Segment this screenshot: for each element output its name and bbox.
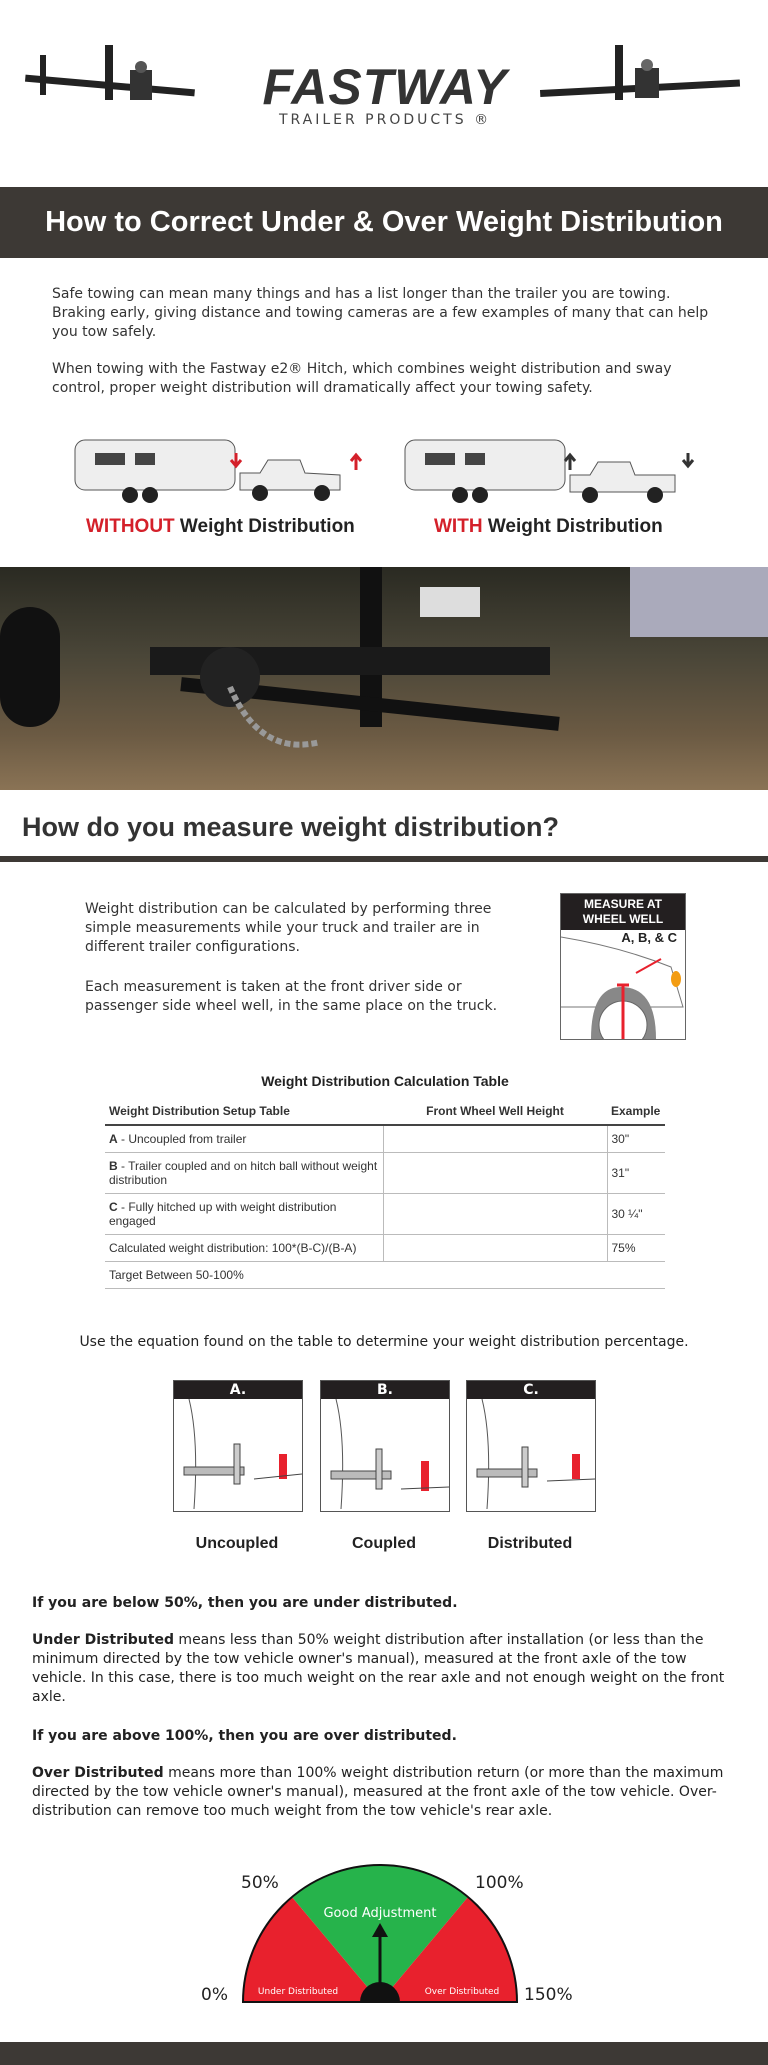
example-cell: 31" bbox=[607, 1153, 665, 1194]
gauge-label-150: 150% bbox=[524, 1985, 573, 2005]
caption-with: WITH bbox=[434, 516, 483, 537]
footer-bar bbox=[0, 2042, 768, 2065]
gauge-label-0: 0% bbox=[201, 1985, 228, 2005]
table-header bbox=[105, 1098, 665, 1125]
diagram-coupled bbox=[320, 1380, 450, 1512]
page-title: How to Correct Under & Over Weight Distribution bbox=[0, 187, 768, 258]
diagram-label: Uncoupled bbox=[195, 1535, 279, 1552]
calc-label: Calculated weight distribution: 100*(B-C)/(B-A) bbox=[105, 1235, 383, 1262]
table-row bbox=[105, 1235, 665, 1262]
diagram-label: Distributed bbox=[487, 1535, 573, 1552]
under-text: means less than 50% weight distribution after installation (or less than the minimum directed by the tow vehicle owner's manual), measured at the front axle of the tow vehicle. In this case, there is too much weight on the rear axle and not enough weight on the front axle. bbox=[32, 1632, 725, 1705]
hitch-diagram-icon bbox=[321, 1399, 449, 1509]
table-row bbox=[105, 1153, 665, 1194]
row-label bbox=[105, 1125, 383, 1153]
diagram-letter: C. bbox=[467, 1381, 595, 1399]
under-heading: If you are below 50%, then you are under distributed. bbox=[32, 1595, 458, 1611]
row-key: B bbox=[109, 1159, 118, 1173]
measure-paragraph-2: Each measurement is taken at the front driver side or passenger side wheel well, in the same place on the truck. bbox=[85, 979, 498, 1014]
with-wd-illustration bbox=[400, 435, 700, 510]
caption-with-rest: Weight Distribution bbox=[482, 516, 663, 537]
wheel-well-diagram bbox=[560, 893, 686, 1040]
example-cell: 75% bbox=[607, 1235, 665, 1262]
gauge-over-label: Over Distributed bbox=[424, 1987, 500, 1997]
row-label bbox=[105, 1194, 383, 1235]
without-wd-caption bbox=[86, 516, 355, 538]
col-header-height: Front Wheel Well Height bbox=[383, 1098, 607, 1125]
gauge-label-50: 50% bbox=[241, 1873, 279, 1893]
diagram-letter: A. bbox=[174, 1381, 302, 1399]
col-header-example: Example bbox=[607, 1098, 665, 1125]
wheel-well-title: MEASURE AT WHEEL WELL bbox=[561, 894, 685, 930]
over-paragraph bbox=[32, 1764, 732, 1821]
table-row bbox=[105, 1125, 665, 1153]
over-term: Over Distributed bbox=[32, 1765, 164, 1781]
section-divider bbox=[0, 856, 768, 862]
row-key: A bbox=[109, 1132, 118, 1146]
hitch-diagram-icon bbox=[174, 1399, 302, 1509]
fastway-logo bbox=[230, 59, 540, 128]
hitch-product-left-image bbox=[20, 40, 205, 120]
wheel-well-icon bbox=[561, 927, 685, 1039]
height-cell[interactable] bbox=[383, 1235, 607, 1262]
under-paragraph bbox=[32, 1631, 732, 1707]
table-title: Weight Distribution Calculation Table bbox=[261, 1073, 509, 1089]
example-cell: 30" bbox=[607, 1125, 665, 1153]
gauge-good-label: Good Adjustment bbox=[323, 1906, 437, 1921]
target-note: Target Between 50-100% bbox=[105, 1262, 665, 1289]
logo-brand: FASTWAY bbox=[262, 59, 508, 115]
hitch-product-right-image bbox=[535, 40, 745, 120]
row-text: - Uncoupled from trailer bbox=[117, 1132, 247, 1146]
row-label bbox=[105, 1153, 383, 1194]
table-row bbox=[105, 1262, 665, 1289]
diagram-uncoupled bbox=[173, 1380, 303, 1512]
over-text: means more than 100% weight distribution return (or more than the maximum directed by the tow vehicle owner's manual), measured at the front axle of the tow vehicle. Over-distribution can remove too much weight from the tow vehicle's rear axle. bbox=[32, 1765, 724, 1819]
with-wd-caption bbox=[434, 516, 663, 538]
measure-paragraph-1: Weight distribution can be calculated by performing three simple measurements while your truck and trailer are in different trailer configurations. bbox=[85, 901, 492, 955]
without-wd-illustration bbox=[70, 435, 370, 510]
height-cell[interactable] bbox=[383, 1153, 607, 1194]
row-text: - Trailer coupled and on hitch ball without weight distribution bbox=[109, 1159, 378, 1187]
logo-reg: ® bbox=[474, 112, 492, 128]
logo-subtitle-text: TRAILER PRODUCTS bbox=[278, 112, 467, 128]
calculation-table bbox=[105, 1098, 665, 1289]
measure-heading: How do you measure weight distribution? bbox=[22, 812, 560, 842]
caption-without: WITHOUT bbox=[86, 516, 175, 537]
caption-without-rest: Weight Distribution bbox=[174, 516, 355, 537]
diagram-letter: B. bbox=[321, 1381, 449, 1399]
intro-paragraph-2: When towing with the Fastway e2® Hitch, which combines weight distribution and sway control, proper weight distribution will dramatically affect your towing safety. bbox=[52, 361, 672, 396]
hitch-photo bbox=[0, 567, 768, 790]
gauge-label-100: 100% bbox=[475, 1873, 524, 1893]
height-cell[interactable] bbox=[383, 1125, 607, 1153]
over-heading: If you are above 100%, then you are over distributed. bbox=[32, 1728, 457, 1744]
row-key: C bbox=[109, 1200, 118, 1214]
height-cell[interactable] bbox=[383, 1194, 607, 1235]
example-cell: 30 ¼" bbox=[607, 1194, 665, 1235]
table-row bbox=[105, 1194, 665, 1235]
hitch-diagram-icon bbox=[467, 1399, 595, 1509]
wheel-well-label: A, B, & C bbox=[621, 930, 677, 945]
diagram-label: Coupled bbox=[352, 1535, 416, 1552]
equation-note: Use the equation found on the table to determine your weight distribution percentage. bbox=[79, 1334, 689, 1350]
col-header-setup: Weight Distribution Setup Table bbox=[105, 1098, 383, 1125]
under-term: Under Distributed bbox=[32, 1632, 174, 1648]
diagram-distributed bbox=[466, 1380, 596, 1512]
gauge-under-label: Under Distributed bbox=[257, 1987, 339, 1997]
intro-paragraph-1: Safe towing can mean many things and has a list longer than the trailer you are towing. Braking early, giving distance and towing cameras are a few examples of many that can help you tow safely. bbox=[52, 286, 709, 340]
row-text: - Fully hitched up with weight distribution engaged bbox=[109, 1200, 337, 1228]
